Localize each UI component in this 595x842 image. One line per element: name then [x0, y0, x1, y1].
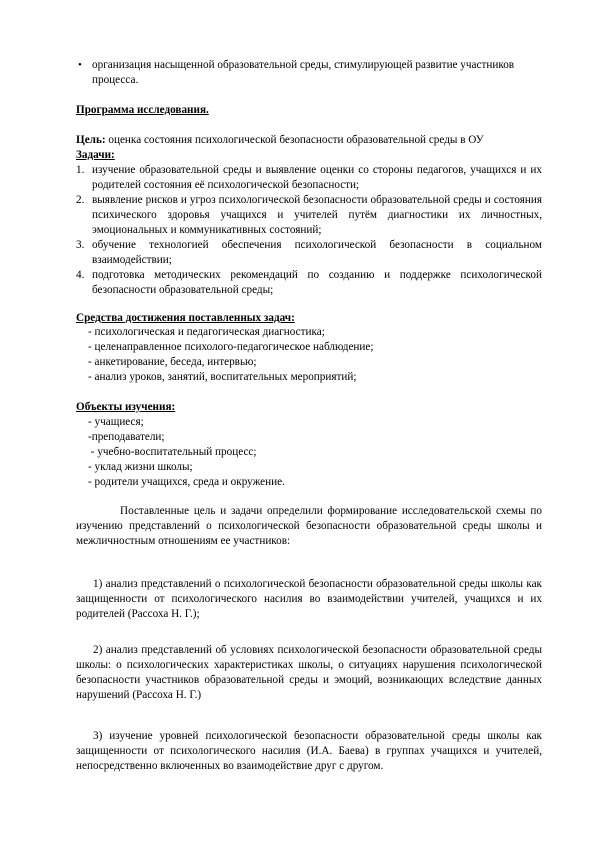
program-heading: Программа исследования.	[76, 104, 209, 116]
objects-item: -преподаватели;	[88, 431, 165, 443]
task-item-2: выявление рисков и угроз психологической безопасности образовательной среды и состояния психического здоровья учащихся и учителей путём диагностики их личностных, эмоциональных и коммуникативных состояний;	[92, 194, 542, 236]
means-item: - анализ уроков, занятий, воспитательных мероприятий;	[88, 371, 357, 383]
objects-item: - учебно-воспитательный процесс;	[88, 446, 257, 458]
step-paragraph-2: 2) анализ представлений об условиях психологической безопасности образовательной среды школы: о психологических характеристиках школы, о ситуациях нарушения психологической безопасности участников образовательной среды и эмоций, возникающих вследствие данных нарушений (Рассоха Н. Г.)	[76, 644, 542, 701]
bullet-marker: •	[78, 59, 82, 71]
objects-item: - учащиеся;	[88, 416, 144, 428]
task-number-4: 4.	[76, 269, 85, 281]
goal-text: оценка состояния психологической безопасности образовательной среды в ОУ	[105, 134, 484, 146]
goal-label: Цель:	[76, 134, 106, 146]
task-number-3: 3.	[76, 239, 85, 251]
task-item-3: обучение технологией обеспечения психологической безопасности в социальном взаимодействии;	[92, 239, 542, 266]
objects-item: - уклад жизни школы;	[88, 461, 193, 473]
means-item: - психологическая и педагогическая диагностика;	[88, 326, 325, 338]
task-item-4: подготовка методических рекомендаций по созданию и поддержке психологической безопасности образовательной среды;	[92, 269, 542, 296]
goal-line	[76, 133, 546, 148]
means-item: - анкетирование, беседа, интервью;	[88, 356, 257, 368]
step-paragraph-1: 1) анализ представлений о психологической безопасности образовательной среды школы как защищенности от психологического насилия во взаимодействии учителей, учащихся и их родителей (Рассоха Н. Г.);	[76, 578, 542, 620]
step-paragraph-3: 3) изучение уровней психологической безопасности образовательной среды школы как защищенности от психологического насилия (И.А. Баева) в группах учащихся и учителей, непосредственно включенных во взаимодействие друг с другом.	[76, 730, 542, 772]
task-number-1: 1.	[76, 164, 85, 176]
objects-item: - родители учащихся, среда и окружение.	[88, 476, 285, 488]
means-item: - целенаправленное психолого-педагогическое наблюдение;	[88, 341, 374, 353]
task-number-2: 2.	[76, 194, 85, 206]
top-bullet-text	[92, 58, 542, 88]
intro-paragraph: Поставленные цель и задачи определили формирование исследовательской схемы по изучению представлений о психологической безопасности образовательной среды школы и межличностным отношениям ее участников:	[76, 505, 542, 547]
task-item-1: изучение образовательной среды и выявление оценки со стороны педагогов, учащихся и их родителей состояния её психологической безопасности;	[92, 164, 542, 191]
top-bullet-line-1: организация насыщенной образовательной среды, стимулирующей развитие участников	[92, 59, 515, 71]
tasks-label: Задачи:	[76, 149, 115, 161]
objects-heading: Объекты изучения:	[76, 401, 176, 413]
top-bullet-line-2: процесса.	[92, 74, 139, 86]
means-heading: Средства достижения поставленных задач:	[76, 312, 295, 324]
objects-list	[88, 415, 528, 490]
means-list	[88, 325, 528, 385]
